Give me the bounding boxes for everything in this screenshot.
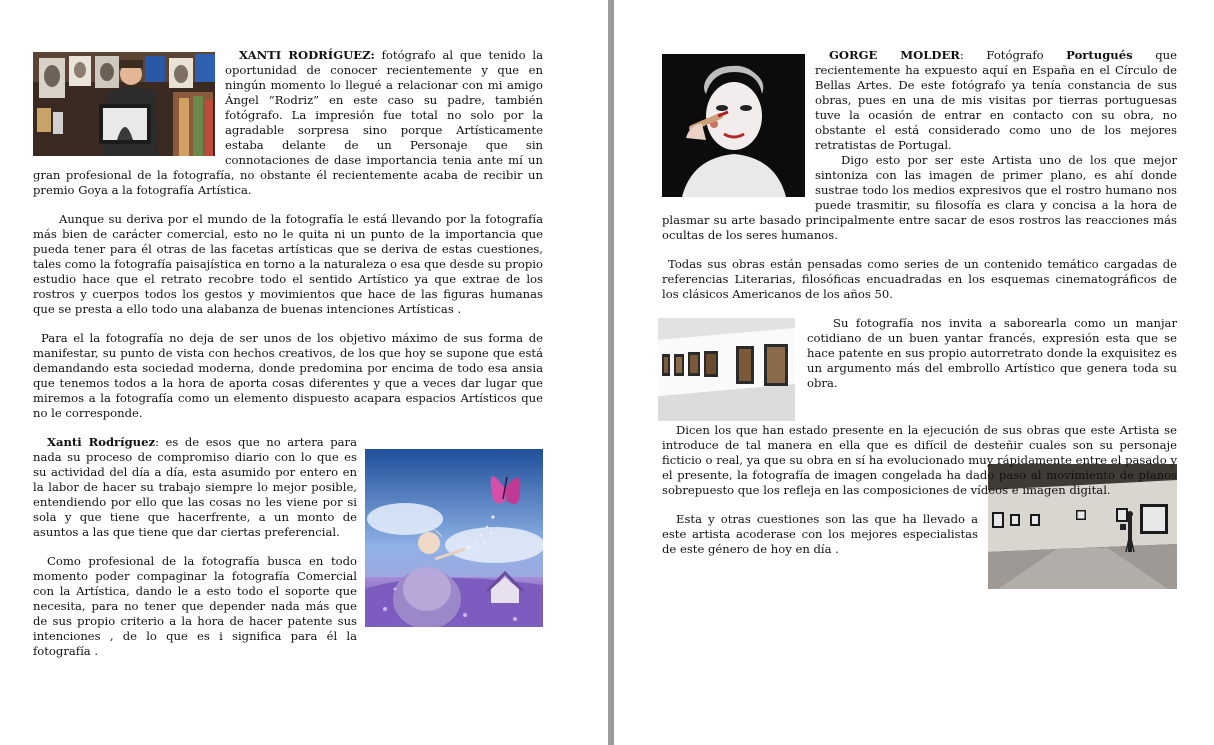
photographer-studio-photo <box>33 52 215 156</box>
right-page <box>662 48 1177 591</box>
left-paragraph-2: Aunque su deriva por el mundo de la fotografía le está llevando por la fotografía más bien de carácter comercial, esto no le quita ni un punto de la importancia que pueda tener para él otras de las facetas artísticas que se deriva de estas cuestiones, tales como la fotografía paisajística en torno a la naturaleza o esa que desde su propio estudio hace que el retrato recobre todo el sentido Artístico ya que extrae de los rostros y cuerpos todos los gestos y movimientos que hace de las figuras humanas que se presta a ello todo una alabanza de buenas intenciones Artísticas . <box>33 212 543 316</box>
left-page <box>33 48 543 673</box>
mime-portrait-photo <box>662 54 805 197</box>
gallery-exhibition-photo <box>658 318 795 421</box>
right-paragraph-5: Dicen los que han estado presente en la ejecución de sus obras que este Artista se introduce de tal manera en ella que es difícil de desteñir cuales son su personaje ficticio o real, ya que su obra en sí ha evolucionado muy rápidamente entre el pasado y el presente, la fotografía de imagen congelada ha dado paso al movimiento de planos sobrepuesto que los refleja en las composiciones de vídeos e imagen digital. <box>662 423 1177 497</box>
right-paragraph-3: Todas sus obras están pensadas como series de un contenido temático cargadas de referencias Literarias, filosóficas encuadradas en los esquemas cinematográficos de los clásicos Americanos de los años 50. <box>662 257 1177 301</box>
xanti-name-second: Xanti Rodríguez <box>47 435 156 449</box>
gorge-name-heading: GORGE MOLDER <box>829 48 960 62</box>
page-divider <box>608 0 614 745</box>
gorge-intro-text: que recientemente ha expuesto aquí en España en el Círculo de Bellas Artes. De este fotógrafo ya tenía constancia de sus obras, pues en una de mis visitas por tierras portuguesas tuve la ocasión de entrar en contacto con su obra, no obstante el está considerado como uno de los mejores retratistas de Portugal. <box>815 48 1177 152</box>
left-paragraph-5: Como profesional de la fotografía busca en todo momento poder compaginar la fotografía Comercial con la Artística, dando le a esto todo el soporte que necesita, para no tener que depender nada más que de sus propio criterio a la hora de hacer patente sus intenciones , de lo que es i significa para él la fotografía . <box>33 554 357 658</box>
xanti-name-heading: XANTI RODRÍGUEZ: <box>239 48 375 62</box>
portugues-bold: Portugués <box>1066 48 1133 62</box>
right-paragraph-6: Esta y otras cuestiones son las que ha llevado a este artista acoderase con los mejores especialistas de este género de hoy en día . <box>662 512 978 556</box>
xanti-second-text: : es de esos que no artera para nada su proceso de compromiso diario con lo que es su actividad del día a día, esta asumido por entero en la labor de hacer su trabajo siempre lo mejor posible, entendiendo por ello que las cosas no les viene por si sola y que tiene que hacerfrente, a un monto de asuntos a las que tiene que dar ciertas preferencial. <box>33 435 358 539</box>
fantasy-butterfly-photo <box>365 449 543 627</box>
gorge-intro-mid: : Fotógrafo <box>959 48 1067 62</box>
right-paragraph-2: Digo esto por ser este Artista uno de los que mejor sintoniza con las imagen de primer plano, es ahí donde sustrae todo los medios expresivos que el rostro humano nos puede trasmitir, su filosofía es clara y concisa a la hora de plasmar su arte basado principalmente entre sacar de esos rostros las reacciones más ocultas de los seres humanos. <box>662 153 1177 242</box>
right-paragraph-4: Su fotografía nos invita a saborearla como un manjar cotidiano de un buen yantar francés, expresión esta que se hace patente en sus propio autorretrato donde la exquisitez es un argumento más del embrollo Artístico que genera toda su obra. <box>807 316 1177 390</box>
left-paragraph-3: Para el la fotografía no deja de ser unos de los objetivo máximo de sus forma de manifestar, su punto de vista con hechos creativos, de los que hoy se supone que está demandando esta sociedad moderna, donde predomina por encima de todo esa ansia que tenemos todos a la hora de aporta cosas diferentes y que a veces dar lugar que miremos a la fotografía como un elemento dispuesto acapara espacios Artísticos que no le corresponde. <box>33 331 543 420</box>
xanti-intro-text: fotógrafo al que tenido la oportunidad de conocer recientemente y que en ningún momento lo llegué a relacionar con mi amigo Ángel “Rodriz” en este caso su padre, también fotógrafo. La impresión fue total no solo por la agradable sorpresa sino porque Artísticamente estaba delante de un Personaje que sin connotaciones de dase importancia tenia ante mí un gran profesional de la fotografía, no obstante él recientemente acaba de recibir un premio Goya a la fotografía Artística. <box>33 48 543 197</box>
